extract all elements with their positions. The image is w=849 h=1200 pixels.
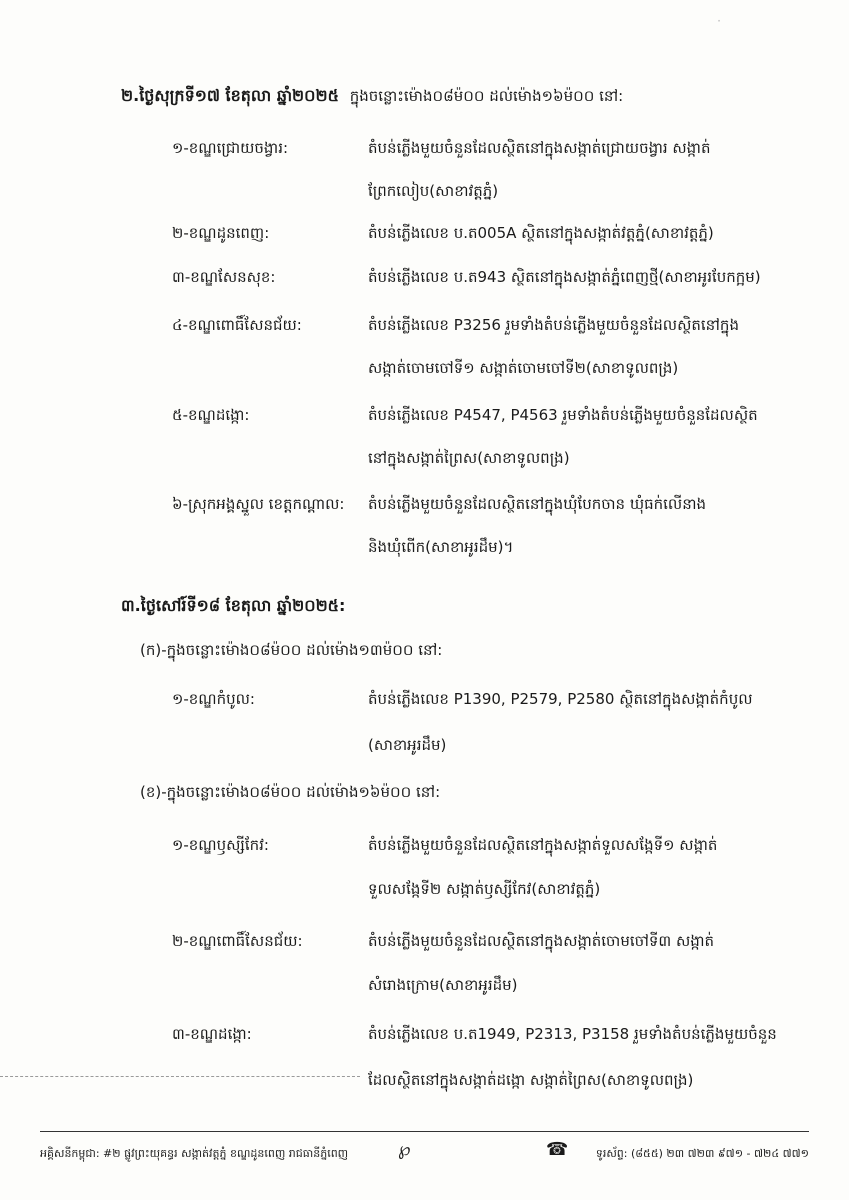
day2-time: ក្នុងចន្លោះម៉ោង០៨ម៉០០ ដល់ម៉ោង១៦ម៉០០ នៅ:: [349, 87, 624, 105]
day3-part-b-item-2-desc: តំបន់ភ្លើងមួយចំនួនដែលស្ថិតនៅក្នុងសង្កាត់ចោមចៅទី៣ សង្កាត់: [368, 932, 715, 950]
signature-icon: ℘: [398, 1139, 411, 1160]
day3-part-b-item-1-desc: តំបន់ភ្លើងមួយចំនួនដែលស្ថិតនៅក្នុងសង្កាត់ទួលសង្កែទី១ សង្កាត់: [368, 836, 718, 854]
day3-part-b-item-1-label: ១-ខណ្ឌឫស្សីកែវ:: [172, 836, 269, 854]
day2-item-2-label: ២-ខណ្ឌដូនពេញ:: [172, 224, 270, 242]
day2-item-1-label: ១-ខណ្ឌជ្រោយចង្វារ:: [172, 139, 289, 157]
day3-part-b-item-3-desc-cont: ដែលស្ថិតនៅក្នុងសង្កាត់ដង្កោ សង្កាត់ព្រៃស(សាខាទូលពង្រ): [368, 1071, 694, 1089]
day2-item-6-desc: តំបន់ភ្លើងមួយចំនួនដែលស្ថិតនៅក្នុងឃុំបែកចាន ឃុំធក់លើនាង: [368, 495, 707, 513]
day2-item-4-desc-cont: សង្កាត់ចោមចៅទី១ សង្កាត់ចោមចៅទី២(សាខាទូលពង្រ): [368, 359, 679, 377]
day2-item-5-desc: តំបន់ភ្លើងលេខ P4547, P4563 រួមទាំងតំបន់ភ្លើងមួយចំនួនដែលស្ថិត: [368, 406, 758, 424]
day2-item-3-label: ៣-ខណ្ឌសែនសុខ:: [172, 268, 276, 286]
footer-phone: ទូរស័ព្ទ: (៨៥៥) ២៣ ៧២៣ ៩៧១ - ៧២៤ ៧៧១: [595, 1147, 809, 1160]
day3-part-b-item-2-desc-cont: សំរោងក្រោម(សាខាអូរដឹម): [368, 976, 518, 994]
day2-item-5-label: ៥-ខណ្ឌដង្កោ:: [172, 406, 250, 424]
day2-item-4-desc: តំបន់ភ្លើងលេខ P3256 រួមទាំងតំបន់ភ្លើងមួយចំនួនដែលស្ថិតនៅក្នុង: [368, 316, 739, 334]
day2-heading: ២.ថ្ងៃសុក្រទី១៧ ខែតុលា ឆ្នាំ២០២៥: [121, 86, 339, 105]
footer-address: អគ្គិសនីកម្ពុជា: #២ ផ្លូវព្រះយុគន្ធរ សង្កាត់វត្តភ្នំ ខណ្ឌដូនពេញ រាជធានីភ្នំពេញ: [40, 1147, 349, 1160]
day2-heading-line: [121, 86, 623, 106]
day3-part-b-item-1-desc-cont: ទួលសង្កែទី២ សង្កាត់ឫស្សីកែវ(សាខាវត្តភ្នំ): [368, 880, 601, 898]
day3-part-b-item-3-desc: តំបន់ភ្លើងលេខ ប.ត1949, P2313, P3158 រួមទាំងតំបន់ភ្លើងមួយចំនួន: [368, 1025, 777, 1043]
corner-mark: ·: [717, 14, 721, 28]
day3-part-a-item-1-label: ១-ខណ្ឌកំបូល:: [172, 690, 255, 708]
day2-item-4-label: ៤-ខណ្ឌពោធិ៍សែនជ័យ:: [172, 316, 302, 334]
day2-item-1-desc-cont: ព្រែកលៀប(សាខាវត្តភ្នំ): [368, 182, 499, 200]
day2-item-2-desc: តំបន់ភ្លើងលេខ ប.ត005A ស្ថិតនៅក្នុងសង្កាត់វត្តភ្នំ(សាខាវត្តភ្នំ): [368, 224, 714, 242]
day2-item-6-label: ៦-ស្រុកអង្គស្នួល ខេត្តកណ្ដាល:: [172, 495, 345, 513]
day2-item-5-desc-cont: នៅក្នុងសង្កាត់ព្រៃស(សាខាទូលពង្រ): [368, 449, 570, 467]
day2-item-1-desc: តំបន់ភ្លើងមួយចំនួនដែលស្ថិតនៅក្នុងសង្កាត់ជ្រោយចង្វារ សង្កាត់: [368, 139, 711, 157]
day2-item-3-desc: តំបន់ភ្លើងលេខ ប.ត943 ស្ថិតនៅក្នុងសង្កាត់ភ្នំពេញថ្មី(សាខាអូរបែកក្អម): [368, 268, 761, 286]
day3-part-b-item-2-label: ២-ខណ្ឌពោធិ៍សែនជ័យ:: [172, 932, 303, 950]
scan-dashed-line: [0, 1076, 360, 1077]
day3-part-a-item-1-desc: តំបន់ភ្លើងលេខ P1390, P2579, P2580 ស្ថិតនៅក្នុងសង្កាត់កំបូល: [368, 690, 753, 708]
day3-heading: ៣.ថ្ងៃសៅរ៍ទី១៨ ខែតុលា ឆ្នាំ២០២៥:: [121, 596, 346, 615]
day3-part-b-title: (ខ)-ក្នុងចន្លោះម៉ោង០៨ម៉០០ ដល់ម៉ោង១៦ម៉០០ នៅ:: [140, 783, 441, 801]
day2-item-6-desc-cont: និងឃុំពើក(សាខាអូរដឹម)។: [368, 538, 514, 556]
day3-part-a-title: (ក)-ក្នុងចន្លោះម៉ោង០៨ម៉០០ ដល់ម៉ោង១៣ម៉០០ នៅ:: [140, 641, 443, 659]
footer-rule: [40, 1131, 809, 1132]
day3-part-b-item-3-label: ៣-ខណ្ឌដង្កោ:: [172, 1025, 252, 1043]
phone-icon: ☎: [546, 1139, 569, 1160]
day3-part-a-item-1-desc-cont: (សាខាអូរដឹម): [368, 736, 447, 754]
